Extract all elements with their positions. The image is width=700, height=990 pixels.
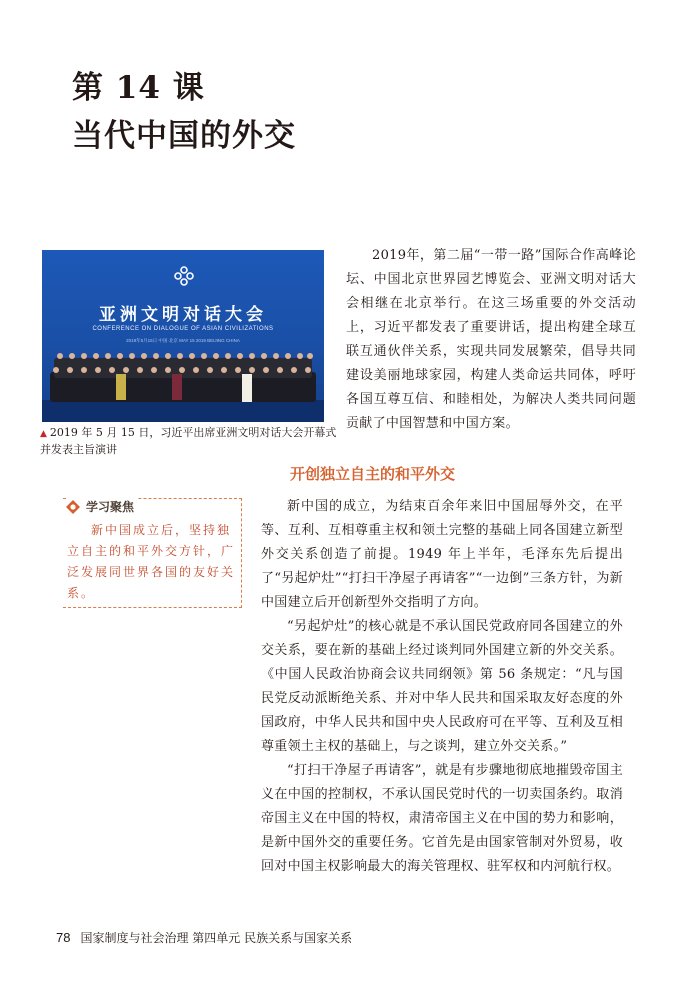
section-heading: 开创独立自主的和平外交 [290,465,456,483]
page-number: 78 [56,930,71,945]
page-footer [56,929,352,946]
caption-triangle-icon: ▲ [40,429,47,439]
learning-focus-title: 学习聚焦 [86,500,135,514]
lesson-title: 当代中国的外交 [72,118,296,154]
learning-focus-text: 新中国成立后，坚持独立自主的和平外交方针，广泛发展同世界各国的友好关系。 [67,523,236,600]
lesson-number: 第 14 课 [72,70,205,106]
body-column [261,495,623,879]
photo-caption-text: 2019 年 5 月 15 日，习近平出席亚洲文明对话大会开幕式并发表主旨演讲 [40,426,337,456]
photo-banner-title: 亚洲文明对话大会 [99,305,267,325]
learning-focus-header [66,498,138,515]
body-paragraph-2: “另起炉灶”的核心就是不承认国民党政府同各国建立的外交关系，要在新的基础上经过谈判同外国建立新的外交关系。《中国人民政治协商会议共同纲领》第 56 条规定：“凡与国民党反动派断绝关系、并对中华人民共和国采取友好态度的外国政府，中华人民共和国中央人民政府可在平等、互利及互相尊重领土主权的基础上，与之谈判，建立外交关系。” [261,619,623,754]
conference-logo-icon [172,264,196,288]
body-paragraph-3: “打扫干净屋子再请客”，就是有步骤地彻底地摧毁帝国主义在中国的控制权，不承认国民党时代的一切卖国条约。取消帝国主义在中国的特权，肃清帝国主义在中国的势力和影响，是新中国外交的重要任务。它首先是由国家管制对外贸易，收回对中国主权影响最大的海关管理权、驻军权和内河航行权。 [261,763,623,874]
photo-banner-english: CONFERENCE ON DIALOGUE OF ASIAN CIVILIZATIONS [92,326,274,332]
photo-caption [40,425,340,458]
intro-paragraph: 2019年，第二届“一带一路”国际合作高峰论坛、中国北京世界园艺博览会、亚洲文明对话大会相继在北京举行。在这三场重要的外交活动上，习近平都发表了重要讲话，提出构建全球互联互通伙伴关系，实现共同发展繁荣，倡导共同建设美丽地球家园，构建人类命运共同体，呼吁各国互尊互信、和睦相处，为解决人类共同问题贡献了中国智慧和中国方案。 [346,248,636,431]
delegates-group-illustration [46,350,320,408]
photo-banner-date: 2019年5月15日 中国·北京 MAY 15 2019 BEIJING CHINA [126,338,240,343]
conference-photo [42,250,324,422]
focus-diamond-icon [66,500,80,514]
body-paragraph-1: 新中国的成立，为结束百余年来旧中国屈辱外交，在平等、互利、互相尊重主权和领土完整的基础上同各国建立新型外交关系创造了前提。1949 年上半年，毛泽东先后提出了“另起炉灶”“打扫干净屋子再请客”“一边倒”三条方针，为新中国建立后开创新型外交指明了方向。 [261,499,623,610]
footer-running-title: 国家制度与社会治理 第四单元 民族关系与国家关系 [80,931,353,945]
